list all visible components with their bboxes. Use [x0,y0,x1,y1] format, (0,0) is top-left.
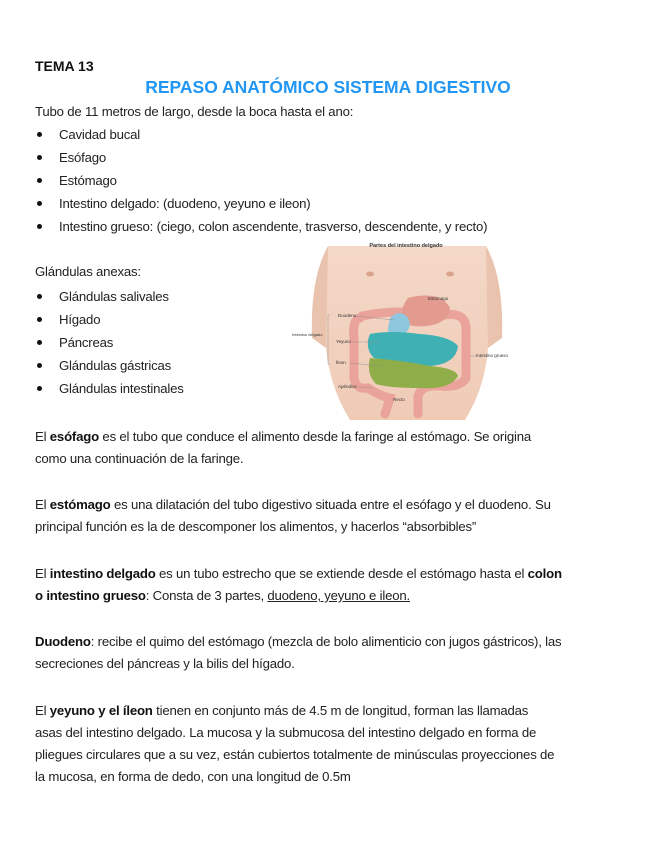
svg-text:Íleon: Íleon [336,360,346,365]
intro-text: Tubo de 11 metros de largo, desde la boca hasta el ano: [35,104,354,119]
bullet-icon [37,224,42,229]
bullet-icon [37,340,42,345]
bullet-icon [37,201,42,206]
list-item: Estómago [35,169,487,192]
list-item: Glándulas intestinales [35,377,184,400]
svg-text:Apéndice: Apéndice [338,384,357,389]
list-item: Páncreas [35,331,184,354]
paragraph-yeyuno-ileon: El yeyuno y el íleon tienen en conjunto más de 4.5 m de longitud, forman las llamadas asas del intestino delgado. La mucosa y la submucosa del intestino delgado en forma de pliegues circulares que a su vez, están cubiertos totalmente de minúsculas proyecciones de la mucosa, en forma de dedo, con una longitud de 0.5m [35,703,555,784]
svg-text:Intestino grueso: Intestino grueso [476,353,509,358]
glands-heading: Glándulas anexas: [35,264,141,279]
bullet-icon [37,178,42,183]
organs-list [35,123,487,238]
svg-text:Duodeno: Duodeno [338,313,357,318]
svg-text:Yeyuno: Yeyuno [336,339,351,344]
digestive-anatomy-illustration [290,238,522,420]
svg-text:Estómago: Estómago [428,296,449,301]
bullet-icon [37,132,42,137]
list-item: Glándulas salivales [35,285,184,308]
paragraph-intestino-delgado: El intestino delgado es un tubo estrecho que se extiende desde el estómago hasta el colon o intestino grueso: Consta de 3 partes, duodeno, yeyuno e ileon. [35,566,562,603]
svg-text:Recto: Recto [393,397,405,402]
bullet-icon [37,294,42,299]
paragraph-duodeno: Duodeno: recibe el quimo del estómago (mezcla de bolo alimenticio con jugos gástricos), las secreciones del páncreas y la bilis del hígado. [35,634,562,671]
bullet-icon [37,317,42,322]
list-item: Esófago [35,146,487,169]
svg-text:Partes del intestino delgado: Partes del intestino delgado [369,243,443,249]
bullet-icon [37,386,42,391]
list-item: Glándulas gástricas [35,354,184,377]
list-item: Intestino grueso: (ciego, colon ascendente, trasverso, descendente, y recto) [35,215,487,238]
list-item: Hígado [35,308,184,331]
bullet-icon [37,363,42,368]
svg-text:Intestino delgado: Intestino delgado [292,332,323,337]
list-item: Cavidad bucal [35,123,487,146]
paragraph-estomago: El estómago es una dilatación del tubo digestivo situada entre el esófago y el duodeno. Su principal función es la de descomponer los alimentos, y hacerlos “absorbibles” [35,497,551,534]
paragraph-esofago: El esófago es el tubo que conduce el alimento desde la faringe al estómago. Se origina como una continuación de la faringe. [35,429,531,466]
glands-list [35,285,184,400]
page-title: REPASO ANATÓMICO SISTEMA DIGESTIVO [145,77,511,97]
tema-label: TEMA 13 [35,58,94,74]
bullet-icon [37,155,42,160]
list-item: Intestino delgado: (duodeno, yeyuno e ileon) [35,192,487,215]
